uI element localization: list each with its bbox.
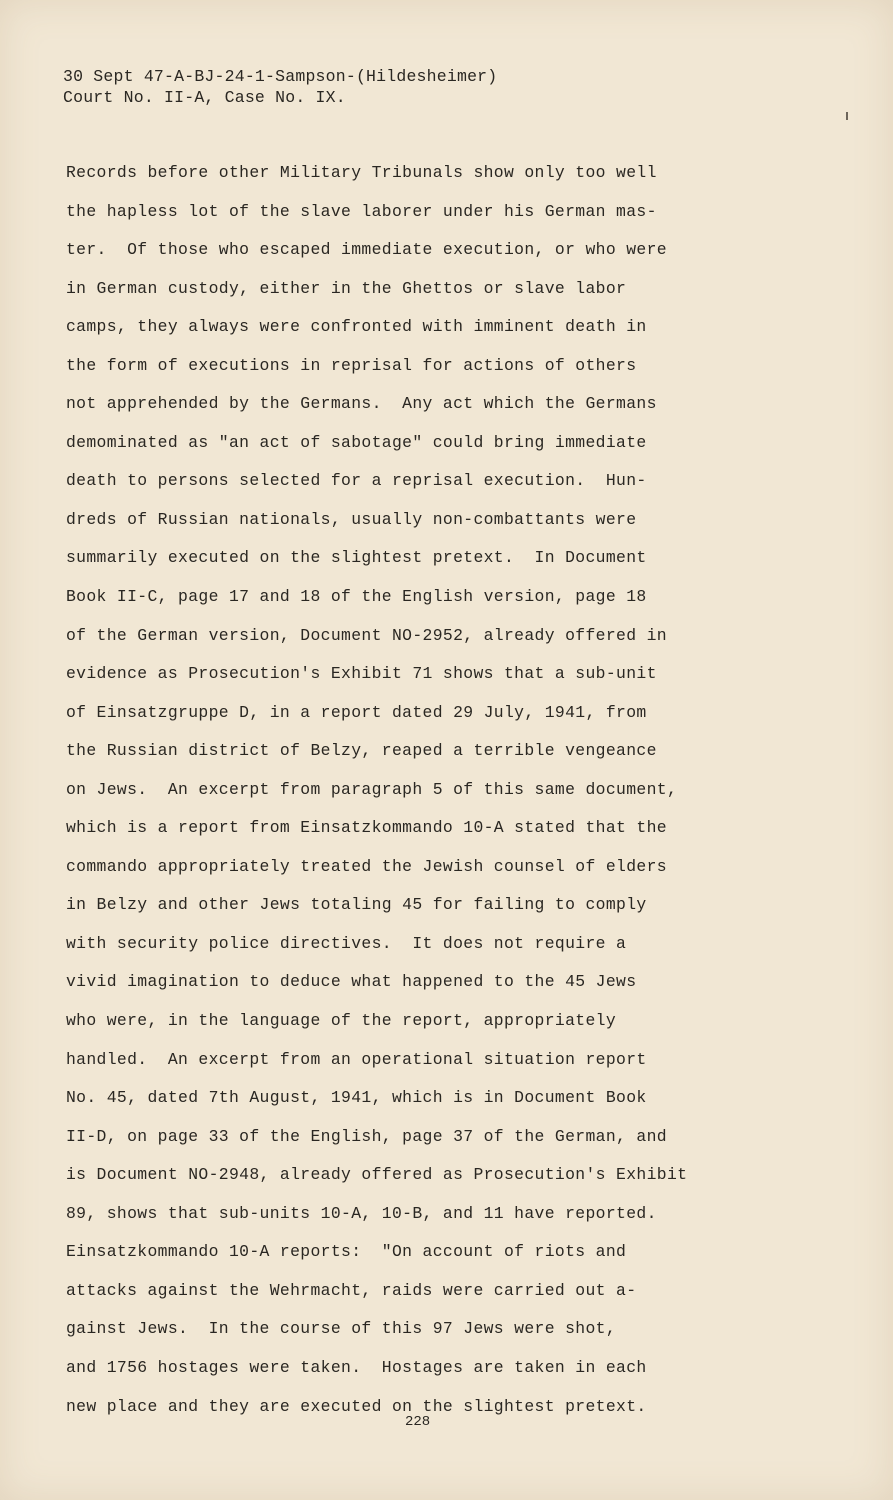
body-line: death to persons selected for a reprisal execution. Hun-	[66, 471, 647, 491]
body-line: of Einsatzgruppe D, in a report dated 29 July, 1941, from	[66, 702, 647, 722]
body-line: not apprehended by the Germans. Any act which the Germans	[66, 394, 657, 414]
document-body	[66, 160, 796, 1432]
margin-mark	[846, 112, 848, 120]
body-line: handled. An excerpt from an operational situation report	[66, 1049, 647, 1069]
body-line: demominated as "an act of sabotage" could bring immediate	[66, 432, 647, 452]
body-line: of the German version, Document NO-2952, already offered in	[66, 625, 667, 645]
body-line: the hapless lot of the slave laborer under his German mas-	[66, 201, 657, 221]
body-line: which is a report from Einsatzkommando 10-A stated that the	[66, 818, 667, 838]
body-line: No. 45, dated 7th August, 1941, which is in Document Book	[66, 1088, 647, 1108]
body-line: II-D, on page 33 of the English, page 37 of the German, and	[66, 1126, 667, 1146]
header-court-line: Court No. II-A, Case No. IX.	[63, 88, 346, 107]
body-line: on Jews. An excerpt from paragraph 5 of this same document,	[66, 779, 678, 799]
body-line: evidence as Prosecution's Exhibit 71 shows that a sub-unit	[66, 664, 657, 684]
body-line: vivid imagination to deduce what happened to the 45 Jews	[66, 972, 637, 992]
body-line: is Document NO-2948, already offered as Prosecution's Exhibit	[66, 1165, 688, 1185]
body-line: attacks against the Wehrmacht, raids were carried out a-	[66, 1280, 637, 1300]
page-number: 228	[405, 1414, 431, 1430]
body-line: Einsatzkommando 10-A reports: "On account of riots and	[66, 1242, 627, 1262]
body-line: camps, they always were confronted with imminent death in	[66, 317, 647, 337]
header-reference-line: 30 Sept 47-A-BJ-24-1-Sampson-(Hildesheimer)	[63, 67, 498, 86]
body-line: new place and they are executed on the slightest pretext.	[66, 1396, 647, 1416]
document-header	[63, 66, 497, 108]
body-line: in Belzy and other Jews totaling 45 for failing to comply	[66, 895, 647, 915]
body-line: in German custody, either in the Ghettos or slave labor	[66, 278, 627, 298]
body-line: Records before other Military Tribunals show only too well	[66, 163, 657, 182]
body-line: the Russian district of Belzy, reaped a terrible vengeance	[66, 741, 657, 761]
body-line: summarily executed on the slightest pretext. In Document	[66, 548, 647, 568]
body-line: 89, shows that sub-units 10-A, 10-B, and 11 have reported.	[66, 1203, 657, 1223]
body-line: who were, in the language of the report, appropriately	[66, 1011, 617, 1031]
body-line: with security police directives. It does not require a	[66, 933, 627, 953]
body-line: gainst Jews. In the course of this 97 Jews were shot,	[66, 1319, 617, 1339]
body-line: the form of executions in reprisal for actions of others	[66, 355, 637, 375]
body-line: and 1756 hostages were taken. Hostages are taken in each	[66, 1357, 647, 1377]
body-line: commando appropriately treated the Jewish counsel of elders	[66, 856, 667, 876]
body-line: dreds of Russian nationals, usually non-combattants were	[66, 509, 637, 529]
body-line: Book II-C, page 17 and 18 of the English version, page 18	[66, 587, 647, 607]
body-line: ter. Of those who escaped immediate execution, or who were	[66, 240, 667, 260]
